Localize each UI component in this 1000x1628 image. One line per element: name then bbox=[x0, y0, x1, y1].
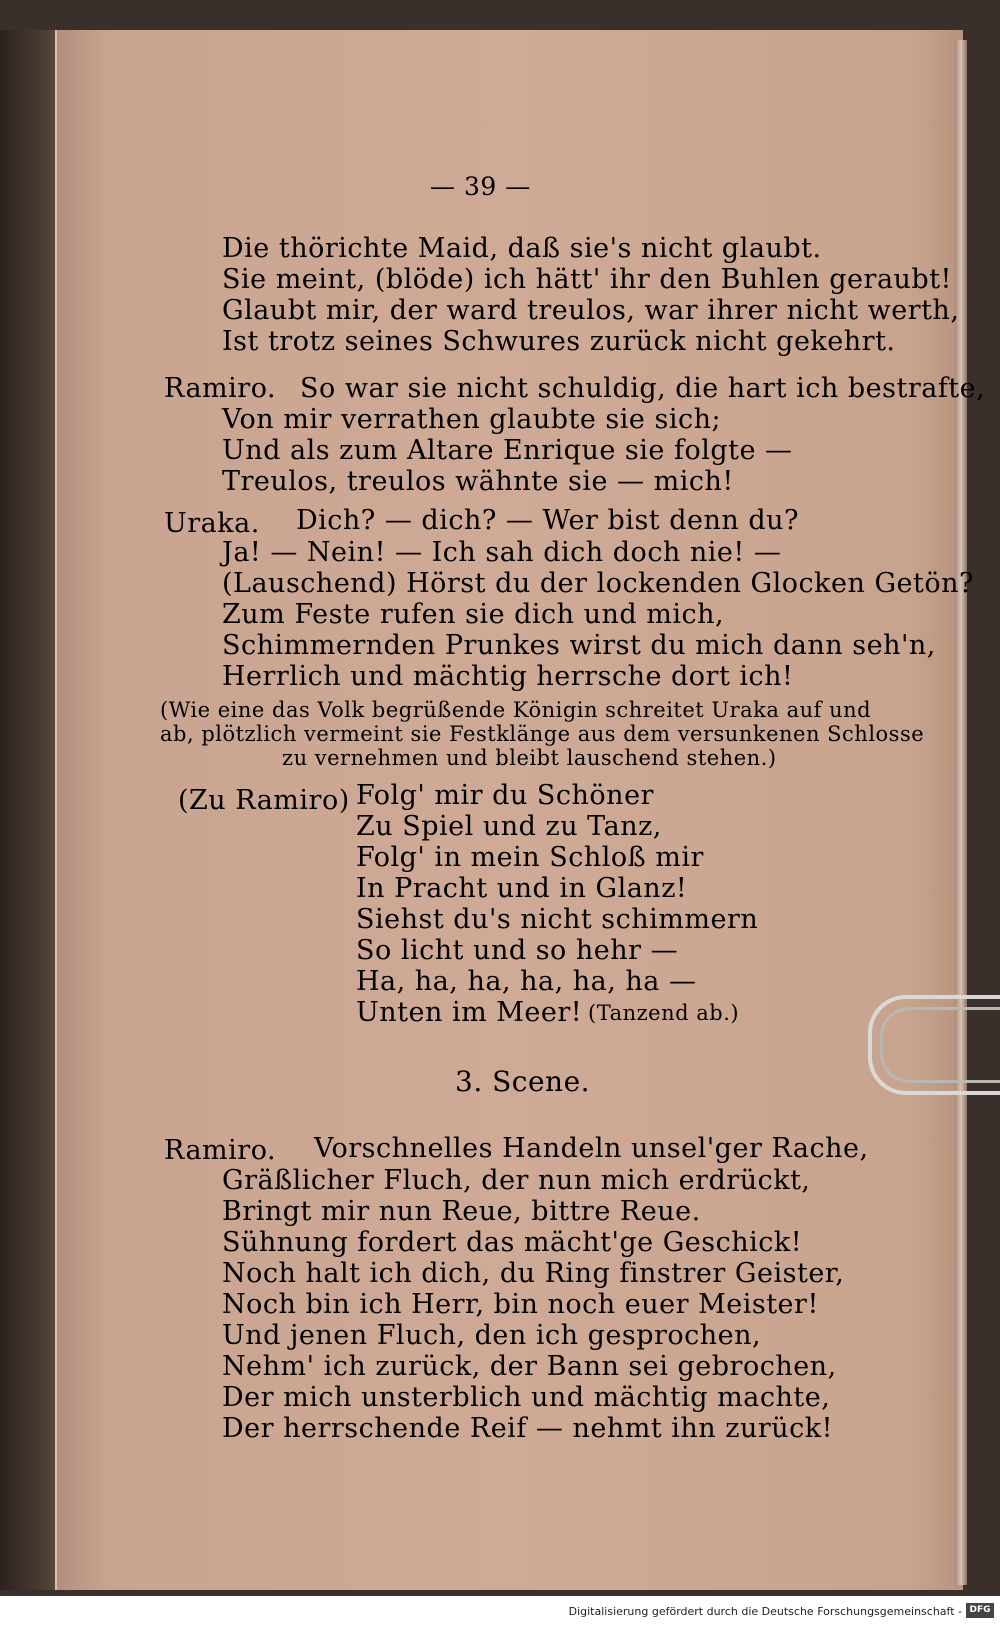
verse-line: Und als zum Altare Enrique sie folgte — bbox=[222, 435, 793, 466]
verse-line: Ja! — Nein! — Ich sah dich doch nie! — bbox=[222, 537, 782, 568]
verse-line: Schimmernden Prunkes wirst du mich dann seh'n, bbox=[222, 630, 936, 661]
verse-line: Glaubt mir, der ward treulos, war ihrer nicht werth, bbox=[222, 295, 960, 326]
paper-clip-inner bbox=[880, 1007, 1000, 1083]
verse-line: Sie meint, (blöde) ich hätt' ihr den Buhlen geraubt! bbox=[222, 264, 952, 295]
verse-line: Von mir verrathen glaubte sie sich; bbox=[222, 404, 722, 435]
stage-direction: (Tanzend ab.) bbox=[588, 1001, 740, 1025]
verse-line: Bringt mir nun Reue, bittre Reue. bbox=[222, 1196, 701, 1227]
song-line: Siehst du's nicht schimmern bbox=[356, 904, 759, 935]
verse-line: Noch halt ich dich, du Ring finstrer Geister, bbox=[222, 1258, 845, 1289]
scene-heading: 3. Scene. bbox=[455, 1065, 591, 1098]
verse-line: Dich? — dich? — Wer bist denn du? bbox=[296, 505, 800, 536]
song-line: So licht und so hehr — bbox=[356, 935, 679, 966]
stage-direction: (Zu Ramiro) bbox=[178, 785, 350, 816]
stage-direction-line: (Wie eine das Volk begrüßende Königin schreitet Uraka auf und bbox=[160, 698, 872, 722]
song-line: Unten im Meer! bbox=[356, 997, 583, 1028]
verse-line: So war sie nicht schuldig, die hart ich bestrafte, bbox=[300, 373, 986, 404]
verse-line: Zum Feste rufen sie dich und mich, bbox=[222, 599, 725, 630]
song-line: Folg' mir du Schöner bbox=[356, 780, 654, 811]
verse-line: Nehm' ich zurück, der Bann sei gebrochen, bbox=[222, 1351, 837, 1382]
verse-line: Treulos, treulos wähnte sie — mich! bbox=[222, 466, 734, 497]
page-edge bbox=[955, 40, 967, 1585]
speaker-name: Ramiro. bbox=[164, 1135, 277, 1166]
verse-line: Herrlich und mächtig herrsche dort ich! bbox=[222, 661, 794, 692]
digitization-footer bbox=[0, 1596, 1000, 1628]
page-number: — 39 — bbox=[430, 172, 531, 201]
stage-direction-line: ab, plötzlich vermeint sie Festklänge aus dem versunkenen Schlosse bbox=[160, 722, 925, 746]
verse-line: Ist trotz seines Schwures zurück nicht gekehrt. bbox=[222, 326, 896, 357]
song-line: Folg' in mein Schloß mir bbox=[356, 842, 704, 873]
speaker-name: Ramiro. bbox=[164, 373, 277, 404]
verse-line: Der mich unsterblich und mächtig machte, bbox=[222, 1382, 831, 1413]
verse-line: (Lauschend) Hörst du der lockenden Glocken Getön? bbox=[222, 568, 974, 599]
funding-credit: Digitalisierung gefördert durch die Deutsche Forschungsgemeinschaft - bbox=[568, 1605, 962, 1618]
dfg-logo: DFG bbox=[966, 1603, 994, 1618]
song-line: Ha, ha, ha, ha, ha, ha — bbox=[356, 966, 697, 997]
speaker-name: Uraka. bbox=[164, 508, 260, 539]
song-line: In Pracht und in Glanz! bbox=[356, 873, 688, 904]
stage-direction-line: zu vernehmen und bleibt lauschend stehen.) bbox=[282, 746, 777, 770]
verse-line: Gräßlicher Fluch, der nun mich erdrückt, bbox=[222, 1165, 811, 1196]
verse-line: Vorschnelles Handeln unsel'ger Rache, bbox=[314, 1133, 869, 1164]
verse-line: Und jenen Fluch, den ich gesprochen, bbox=[222, 1320, 762, 1351]
verse-line: Noch bin ich Herr, bin noch euer Meister! bbox=[222, 1289, 819, 1320]
verse-line: Der herrschende Reif — nehmt ihn zurück! bbox=[222, 1413, 834, 1444]
song-line: Zu Spiel und zu Tanz, bbox=[356, 811, 662, 842]
verse-line: Sühnung fordert das mächt'ge Geschick! bbox=[222, 1227, 803, 1258]
verse-line: Die thörichte Maid, daß sie's nicht glaubt. bbox=[222, 233, 822, 264]
